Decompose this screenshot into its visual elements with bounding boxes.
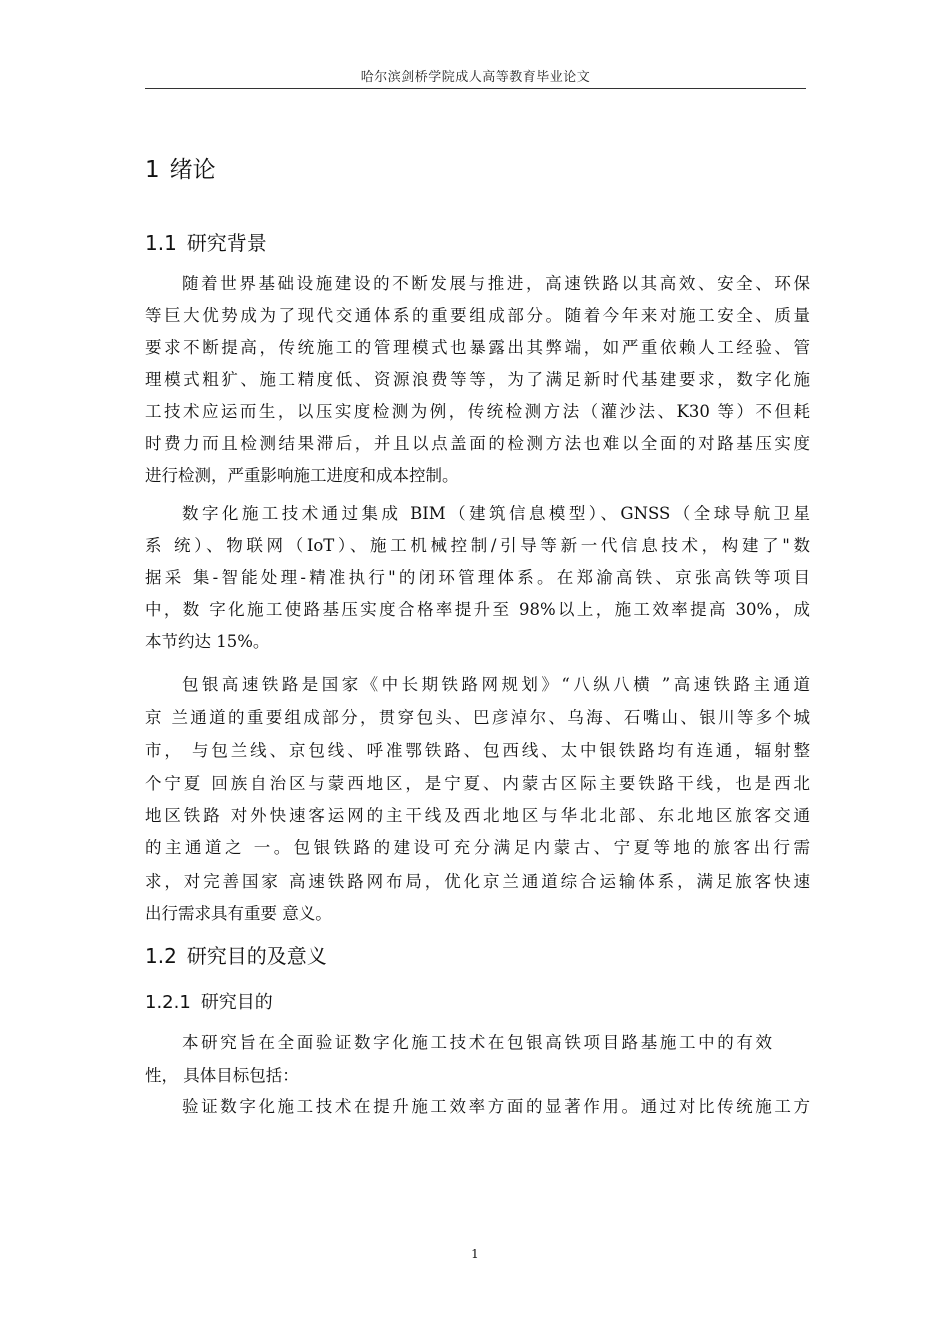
section-heading-1-2	[145, 940, 327, 969]
paragraph-line: 个宁夏 回族自治区与蒙西地区，是宁夏、内蒙古区际主要铁路干线，也是西北	[145, 774, 810, 793]
paragraph-line: 工技术应运而生，以压实度检测为例，传统检测方法（灌沙法、K30 等）不但耗	[145, 402, 810, 421]
paragraph-line: 系 统）、物联网（IoT）、施工机械控制/引导等新一代信息技术，构建了"数	[145, 536, 810, 555]
paragraph-line: 性， 具体目标包括：	[145, 1066, 299, 1085]
paragraph-line: 的主通道之 一。包银铁路的建设可充分满足内蒙古、宁夏等地的旅客出行需	[145, 838, 810, 857]
paragraph-line: 本研究旨在全面验证数字化施工技术在包银高铁项目路基施工中的有效	[182, 1033, 772, 1052]
paragraph-line: 等巨大优势成为了现代交通体系的重要组成部分。随着今年来对施工安全、质量	[145, 306, 810, 325]
paragraph-line: 求，对完善国家 高速铁路网布局，优化京兰通道综合运输体系，满足旅客快速	[145, 872, 810, 891]
section-title: 研究背景	[186, 231, 267, 255]
paragraph-line: 出行需求具有重要 意义。	[145, 904, 332, 923]
paragraph-line: 地区铁路 对外快速客运网的主干线及西北地区与华北北部、东北地区旅客交通	[145, 806, 810, 825]
paragraph-line: 京 兰通道的重要组成部分，贯穿包头、巴彦淖尔、乌海、石嘴山、银川等多个城	[145, 708, 810, 727]
paragraph-line: 验证数字化施工技术在提升施工效率方面的显著作用。通过对比传统施工方	[182, 1097, 810, 1116]
header-rule	[145, 88, 806, 89]
chapter-number: 1	[145, 157, 160, 183]
paragraph-line: 时费力而且检测结果滞后，并且以点盖面的检测方法也难以全面的对路基压实度	[145, 434, 810, 453]
section-heading-1-1	[145, 227, 267, 256]
chapter-heading	[145, 151, 216, 184]
paragraph-line: 包银高速铁路是国家《中长期铁路网规划》“八纵八横 ”高速铁路主通道	[182, 675, 810, 694]
paragraph-line: 随着世界基础设施建设的不断发展与推进，高速铁路以其高效、安全、环保	[182, 274, 810, 293]
subsection-heading-1-2-1	[145, 988, 273, 1014]
section-number: 1.2	[145, 944, 177, 968]
section-number: 1.1	[145, 231, 177, 255]
paragraph-line: 市， 与包兰线、京包线、呼准鄂铁路、包西线、太中银铁路均有连通，辐射整	[145, 741, 810, 760]
paragraph-line: 要求不断提高，传统施工的管理模式也暴露出其弊端，如严重依赖人工经验、管	[145, 338, 810, 357]
paragraph-line: 数字化施工技术通过集成 BIM（建筑信息模型）、GNSS（全球导航卫星	[182, 504, 810, 523]
running-header: 哈尔滨剑桥学院成人高等教育毕业论文	[360, 70, 591, 85]
paragraph-line: 据采 集-智能处理-精准执行"的闭环管理体系。在郑渝高铁、京张高铁等项目	[145, 568, 810, 587]
page-number: 1	[471, 1247, 479, 1261]
subsection-title: 研究目的	[200, 992, 273, 1013]
paragraph-line: 中，数 字化施工使路基压实度合格率提升至 98%以上，施工效率提高 30%，成	[145, 600, 810, 619]
paragraph-line: 进行检测，严重影响施工进度和成本控制。	[145, 466, 459, 485]
paragraph-line: 理模式粗犷、施工精度低、资源浪费等等，为了满足新时代基建要求，数字化施	[145, 370, 810, 389]
paragraph-line: 本节约达 15%。	[145, 632, 270, 651]
subsection-number: 1.2.1	[145, 992, 191, 1013]
section-title: 研究目的及意义	[186, 944, 327, 968]
chapter-title: 绪论	[169, 157, 216, 183]
